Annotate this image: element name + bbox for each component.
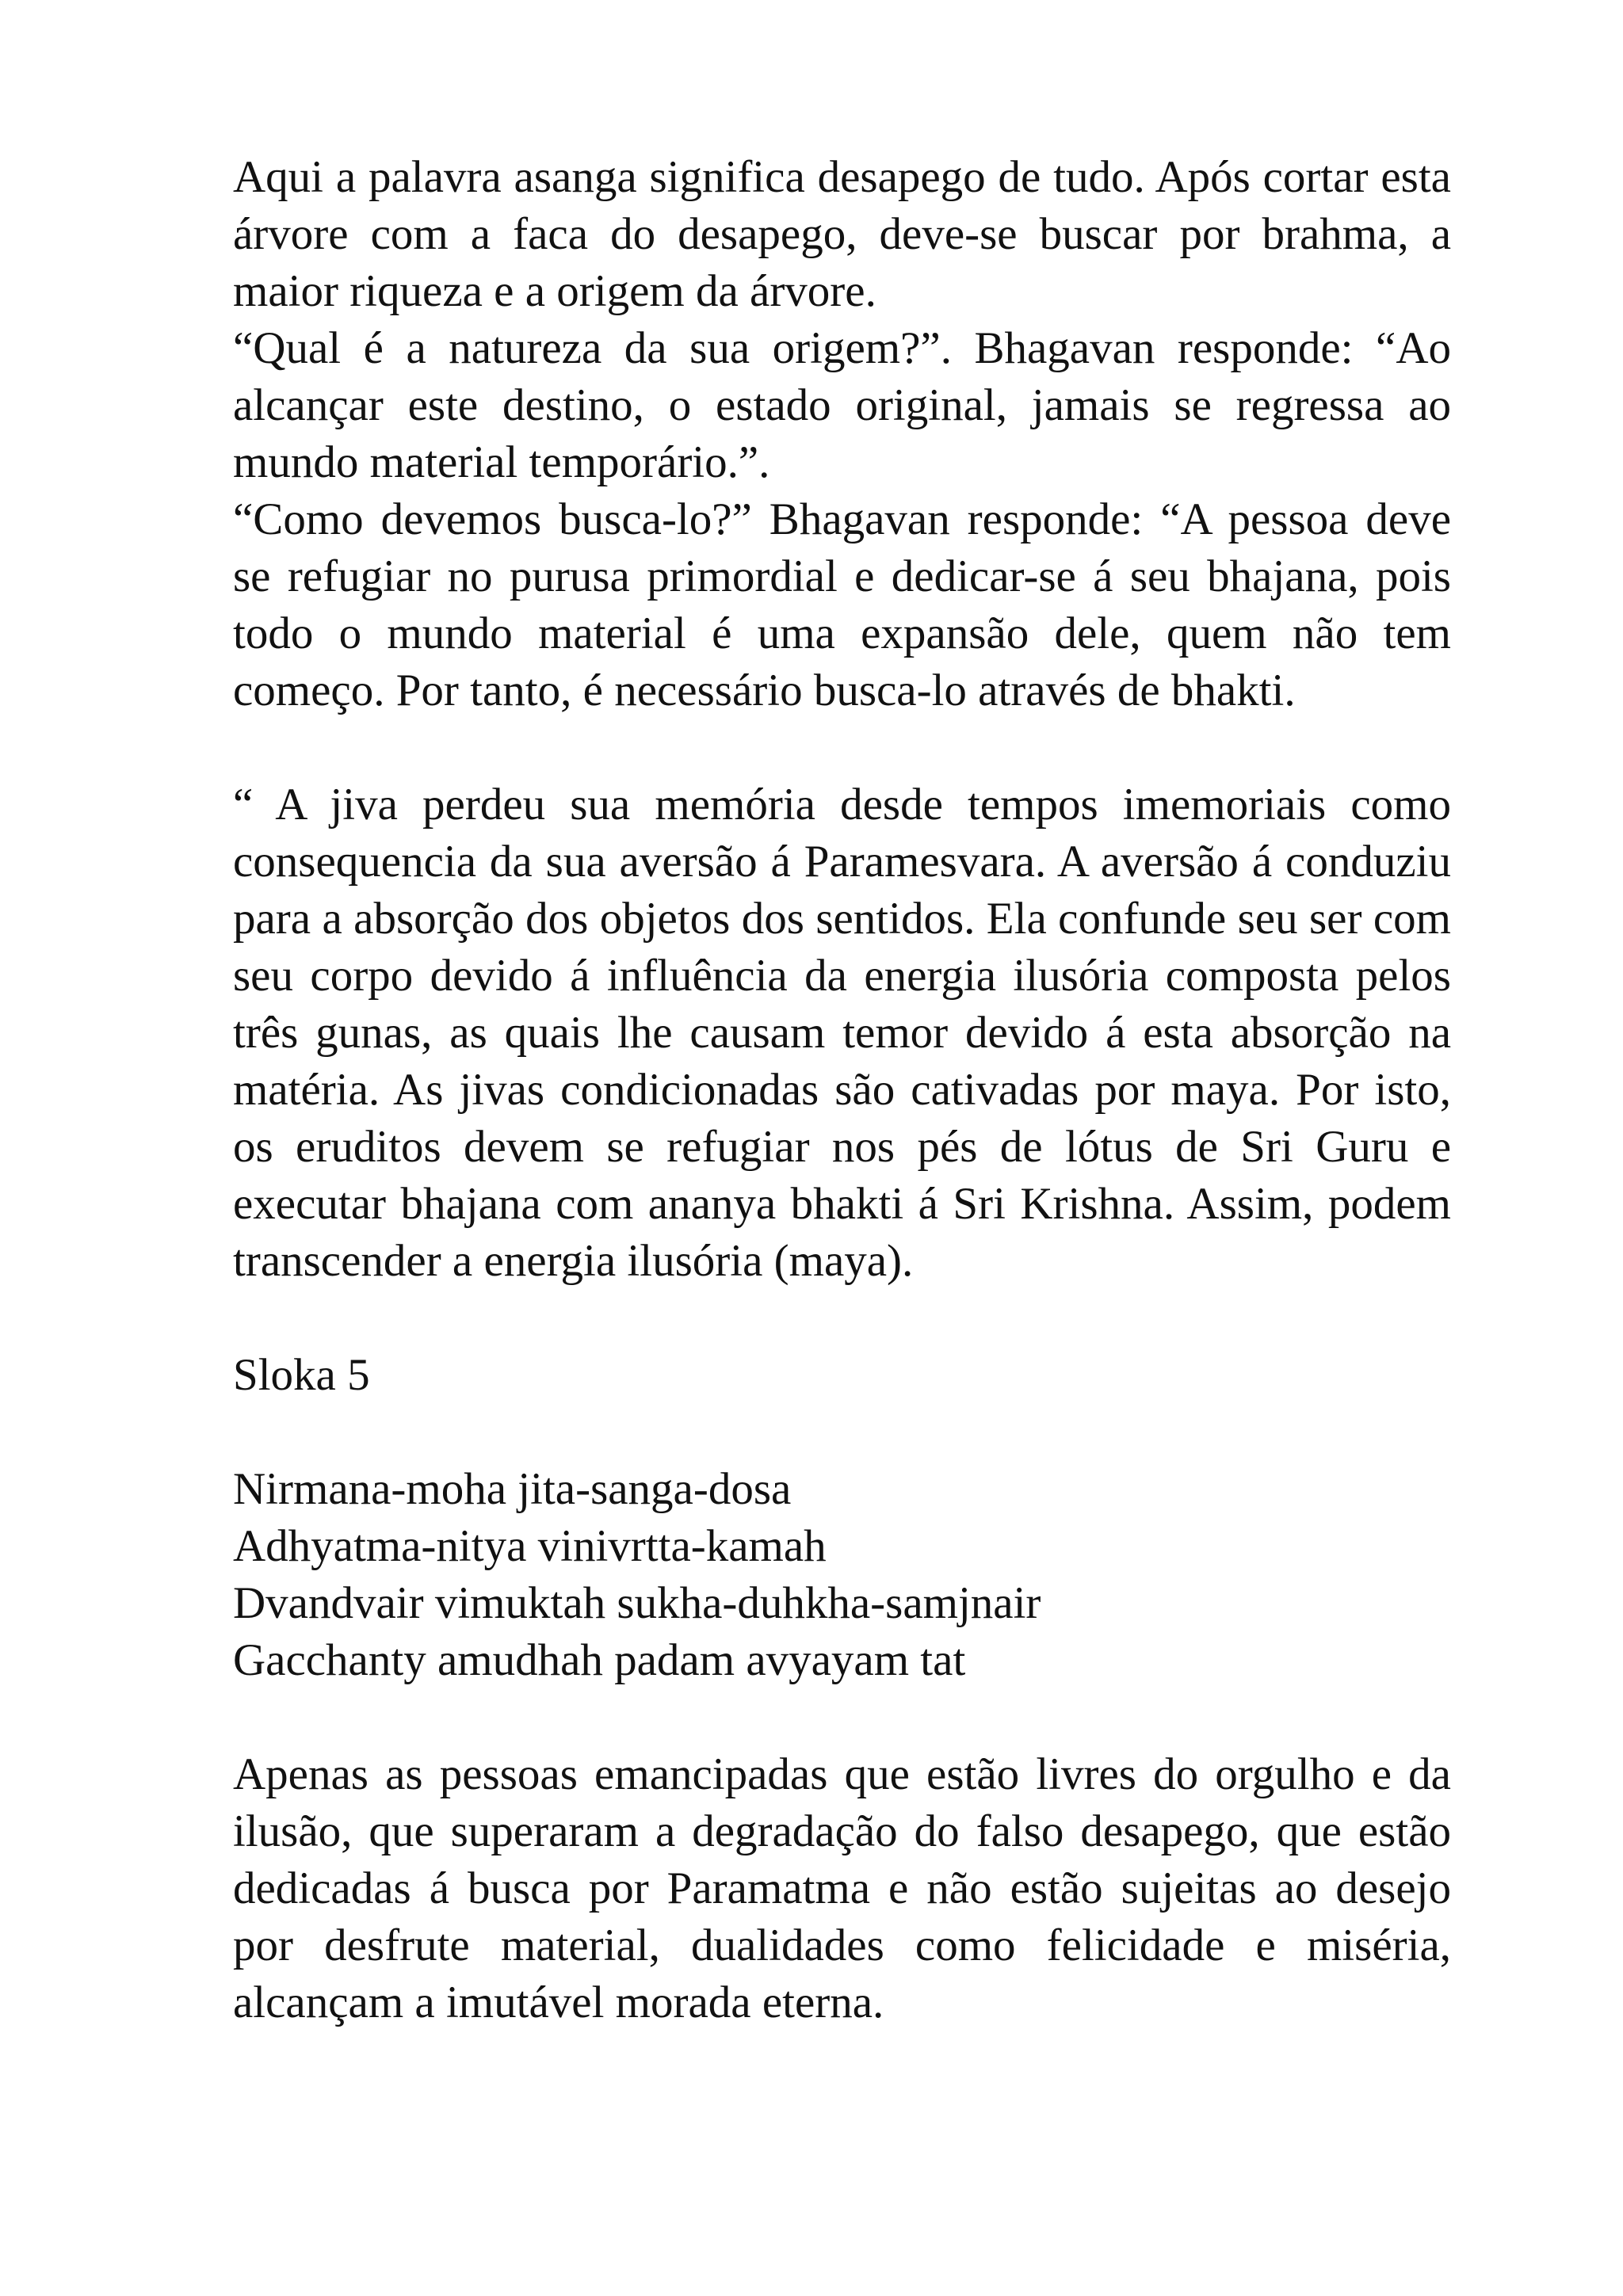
page-content (233, 149, 1451, 2031)
sloka-verse (233, 1461, 1451, 1689)
verse-line-2: Adhyatma-nitya vinivrtta-kamah (233, 1521, 827, 1571)
paragraph-origin-question: “Qual é a natureza da sua origem?”. Bhagavan responde: “Ao alcançar este destino, o estado original, jamais se regressa ao mundo material temporário.”. (233, 323, 1451, 487)
verse-line-4: Gacchanty amudhah padam avyayam tat (233, 1635, 966, 1685)
paragraph-seek-question: “Como devemos busca-lo?” Bhagavan responde: “A pessoa deve se refugiar no purusa primordial e dedicar-se á seu bhajana, pois todo o mundo material é uma expansão dele, quem não tem começo. Por tanto, é necessário busca-lo através de bhakti. (233, 494, 1451, 715)
sloka-heading: Sloka 5 (233, 1350, 370, 1400)
paragraph-translation: Apenas as pessoas emancipadas que estão livres do orgulho e da ilusão, que superaram a degradação do falso desapego, que estão dedicadas á busca por Paramatma e não estão sujeitas ao desejo por desfrute material, dualidades como felicidade e miséria, alcançam a imutável morada eterna. (233, 1749, 1451, 2027)
paragraph-jiva: “ A jiva perdeu sua memória desde tempos imemoriais como consequencia da sua aversão á Paramesvara. A aversão á conduziu para a absorção dos objetos dos sentidos. Ela confunde seu ser com seu corpo devido á influência da energia ilusória composta pelos três gunas, as quais lhe causam temor devido á esta absorção na matéria. As jivas condicionadas são cativadas por maya. Por isto, os eruditos devem se refugiar nos pés de lótus de Sri Guru e executar bhajana com ananya bhakti á Sri Krishna. Assim, podem transcender a energia ilusória (maya). (233, 780, 1451, 1286)
verse-line-3: Dvandvair vimuktah sukha-duhkha-samjnair (233, 1578, 1041, 1628)
verse-line-1: Nirmana-moha jita-sanga-dosa (233, 1464, 792, 1514)
paragraph-asanga: Aqui a palavra asanga significa desapego de tudo. Após cortar esta árvore com a faca do desapego, deve-se buscar por brahma, a maior riqueza e a origem da árvore. (233, 152, 1451, 316)
